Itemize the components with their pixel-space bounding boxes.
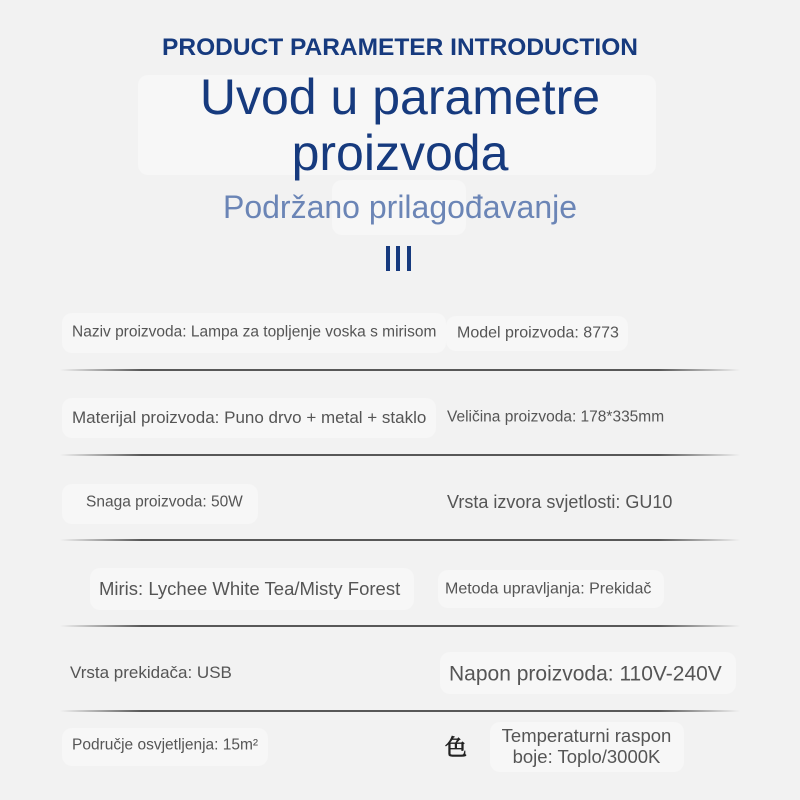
param-light-source: Vrsta izvora svjetlosti: GU10 bbox=[447, 492, 673, 513]
param-model: Model proizvoda: 8773 bbox=[457, 324, 619, 342]
param-power: Snaga proizvoda: 50W bbox=[86, 493, 243, 511]
param-control-method: Metoda upravljanja: Prekidač bbox=[445, 580, 652, 598]
param-size: Veličina proizvoda: 178*335mm bbox=[447, 408, 665, 426]
param-switch-type: Vrsta prekidača: USB bbox=[70, 662, 232, 682]
row-divider bbox=[60, 454, 740, 456]
param-material: Materijal proizvoda: Puno drvo + metal + staklo bbox=[72, 407, 427, 427]
row-divider bbox=[60, 539, 740, 541]
param-color-temperature: Temperaturni raspon boje: Toplo/3000K bbox=[501, 725, 672, 767]
param-product-name: Naziv proizvoda: Lampa za topljenje voska s mirisom bbox=[72, 323, 437, 341]
page-title: Uvod u parametre proizvoda bbox=[199, 69, 601, 181]
param-illumination-area: Područje osvjetljenja: 15m² bbox=[72, 736, 259, 754]
eyebrow-heading: PRODUCT PARAMETER INTRODUCTION bbox=[162, 34, 638, 61]
row-divider bbox=[60, 625, 740, 627]
row-divider bbox=[60, 710, 740, 712]
color-glyph: 色 bbox=[445, 734, 468, 760]
three-bars-icon bbox=[385, 246, 411, 271]
page-subtitle: Podržano prilagođavanje bbox=[222, 189, 578, 225]
row-divider bbox=[60, 369, 740, 371]
param-scent: Miris: Lychee White Tea/Misty Forest bbox=[99, 577, 401, 599]
param-voltage: Napon proizvoda: 110V-240V bbox=[449, 662, 722, 686]
